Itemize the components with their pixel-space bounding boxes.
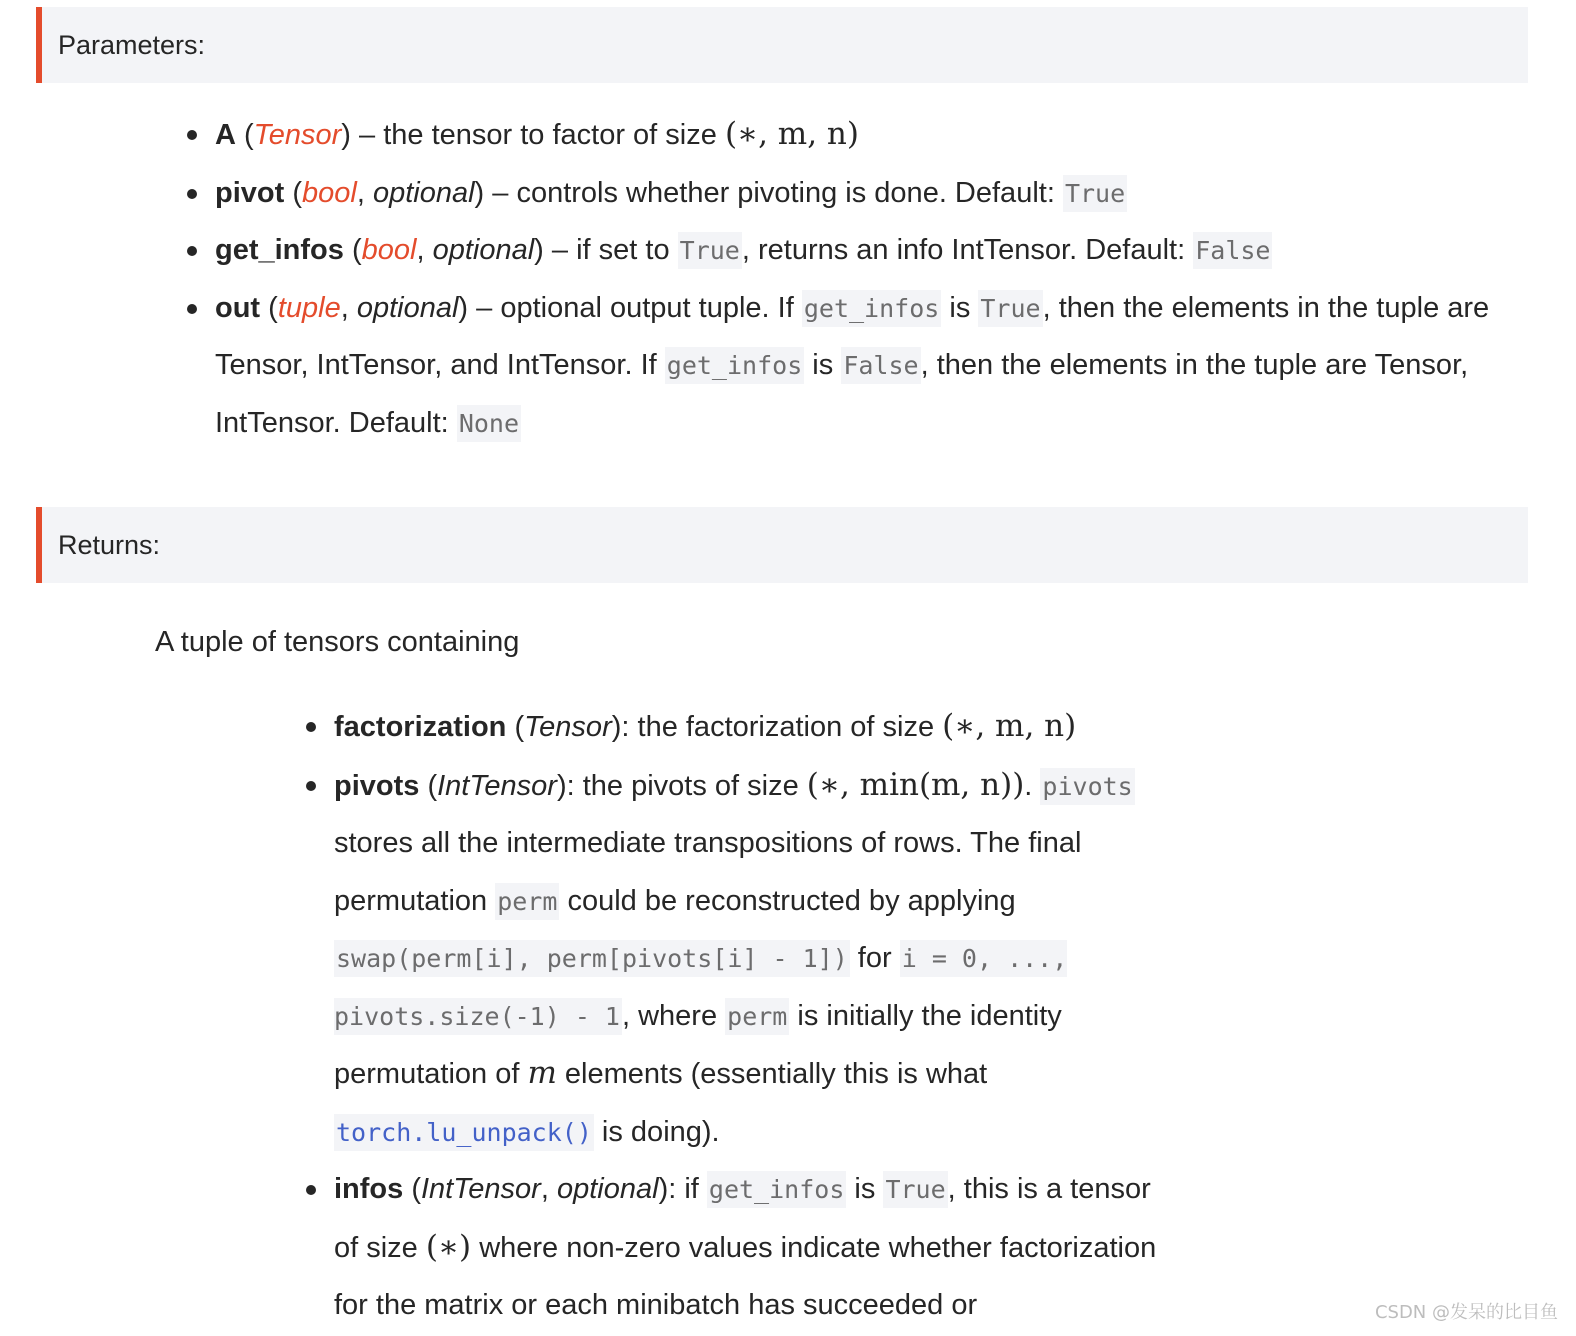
- math-expression: (∗, m, n): [942, 708, 1077, 744]
- inline-code: get_infos: [707, 1171, 846, 1208]
- param-desc: – if set to: [543, 234, 678, 266]
- return-desc: is initially the identity permutation of: [334, 999, 1062, 1090]
- parameters-header-label: Parameters:: [58, 29, 206, 60]
- param-item-get-infos: get_infos (bool, optional) – if set to True, returns an info IntTensor. Default: False: [215, 222, 1515, 280]
- param-type-link[interactable]: bool: [361, 234, 417, 266]
- default-code: True: [1063, 175, 1127, 212]
- inline-code: pivots: [1040, 768, 1134, 805]
- return-desc: ): the factorization of size: [611, 711, 943, 743]
- return-type: Tensor: [524, 711, 612, 743]
- return-desc: is: [846, 1173, 884, 1205]
- returns-list: [334, 698, 1164, 1335]
- parameters-list: [215, 106, 1515, 452]
- return-item-pivots: pivots (IntTensor): the pivots of size (∗, min(m, n)). pivots stores all the intermediate transpositions of rows. The final permutation perm could be reconstructed by applying swap(perm[i], perm[pivots[i] - 1]) for i = 0, ..., pivots.size(-1) - 1, where perm is initially the identity permutation of m elements (essentially this is what torch.lu_unpack() is doing).: [334, 757, 1164, 1162]
- return-desc: elements (essentially this is what: [556, 1058, 988, 1090]
- default-code: None: [457, 405, 521, 442]
- returns-intro: A tuple of tensors containing: [155, 626, 520, 658]
- math-expression: (∗, min(m, n)): [806, 766, 1025, 803]
- returns-header-label: Returns:: [58, 529, 161, 560]
- param-type-link[interactable]: Tensor: [253, 119, 342, 151]
- return-desc: for: [849, 942, 900, 974]
- return-name: infos: [334, 1173, 404, 1205]
- math-variable: [527, 1055, 556, 1091]
- lu-unpack-link[interactable]: torch.lu_unpack(): [334, 1114, 594, 1151]
- inline-code: get_infos: [802, 290, 941, 327]
- return-type: IntTensor: [437, 769, 557, 802]
- math-variable-m: m: [527, 1055, 557, 1091]
- return-desc: , this is a tensor of size: [334, 1173, 1151, 1264]
- math-expression: (∗, m, n): [724, 116, 859, 152]
- param-desc: , then the elements in the tuple are Tensor, IntTensor, and IntTensor. If: [215, 291, 1490, 381]
- param-name: A: [215, 119, 236, 151]
- return-desc: .: [1024, 769, 1041, 802]
- returns-header: [36, 507, 1528, 583]
- param-desc: is: [941, 291, 979, 324]
- default-code: False: [1193, 232, 1272, 269]
- inline-code: get_infos: [665, 347, 804, 384]
- inline-code: True: [978, 290, 1042, 327]
- return-desc: where non-zero values indicate whether factorization for the matrix or each minibatch has succeeded or: [334, 1231, 1157, 1321]
- param-desc: is: [804, 349, 842, 381]
- return-item-infos: infos (IntTensor, optional): if get_infos is True, this is a tensor of size (∗) where non-zero values indicate whether factorization for the matrix or each minibatch has succeeded or: [334, 1161, 1164, 1335]
- return-desc: , where: [621, 999, 726, 1032]
- return-desc: ): the pivots of size: [556, 769, 807, 802]
- param-desc: – optional output tuple. If: [468, 291, 802, 324]
- return-desc: could be reconstructed by applying: [559, 884, 1016, 917]
- return-type: IntTensor: [421, 1173, 541, 1205]
- parameters-header: [36, 7, 1528, 83]
- return-desc: ): if: [658, 1173, 707, 1205]
- param-name: out: [215, 291, 261, 324]
- inline-code: perm: [495, 883, 559, 920]
- param-item-out: out (tuple, optional) – optional output tuple. If get_infos is True, then the elements in the tuple are Tensor, IntTensor, and IntTensor. If get_infos is False, then the elements in the tuple are Tensor, IntTensor. Default: None: [215, 280, 1515, 453]
- param-item-a: A (Tensor) – the tensor to factor of size (∗, m, n): [215, 106, 1515, 165]
- param-desc: – the tensor to factor of size: [350, 119, 725, 151]
- watermark: CSDN @发呆的比目鱼: [1374, 1302, 1558, 1323]
- param-name: pivot: [215, 176, 285, 209]
- param-name: get_infos: [215, 234, 344, 266]
- param-desc: – controls whether pivoting is done. Default:: [484, 176, 1063, 209]
- param-type-link[interactable]: tuple: [277, 291, 341, 324]
- return-name: pivots: [334, 769, 420, 802]
- inline-code: False: [841, 347, 920, 384]
- return-item-factorization: factorization (Tensor): the factorization of size (∗, m, n): [334, 698, 1164, 757]
- param-optional: optional: [372, 176, 475, 209]
- inline-code: i = 0, ..., pivots.size(-1) - 1: [334, 940, 1067, 1035]
- return-name: factorization: [334, 711, 507, 743]
- param-desc: , returns an info IntTensor. Default:: [741, 234, 1194, 266]
- param-item-pivot: pivot (bool, optional) – controls whether pivoting is done. Default: True: [215, 165, 1515, 223]
- param-desc: , then the elements in the tuple are Tensor, IntTensor. Default:: [215, 349, 1469, 439]
- math-expression: (∗): [425, 1228, 472, 1265]
- inline-code: True: [883, 1171, 947, 1208]
- param-optional: optional: [356, 291, 459, 324]
- inline-code: swap(perm[i], perm[pivots[i] - 1]): [334, 940, 850, 977]
- return-desc: stores all the intermediate transpositions of rows. The final permutation: [334, 827, 1082, 917]
- return-optional: optional: [556, 1173, 659, 1205]
- param-optional: optional: [432, 234, 535, 266]
- return-desc: is doing).: [593, 1115, 720, 1148]
- inline-code: perm: [725, 998, 789, 1035]
- param-type-link[interactable]: bool: [302, 176, 357, 209]
- inline-code: True: [678, 232, 742, 269]
